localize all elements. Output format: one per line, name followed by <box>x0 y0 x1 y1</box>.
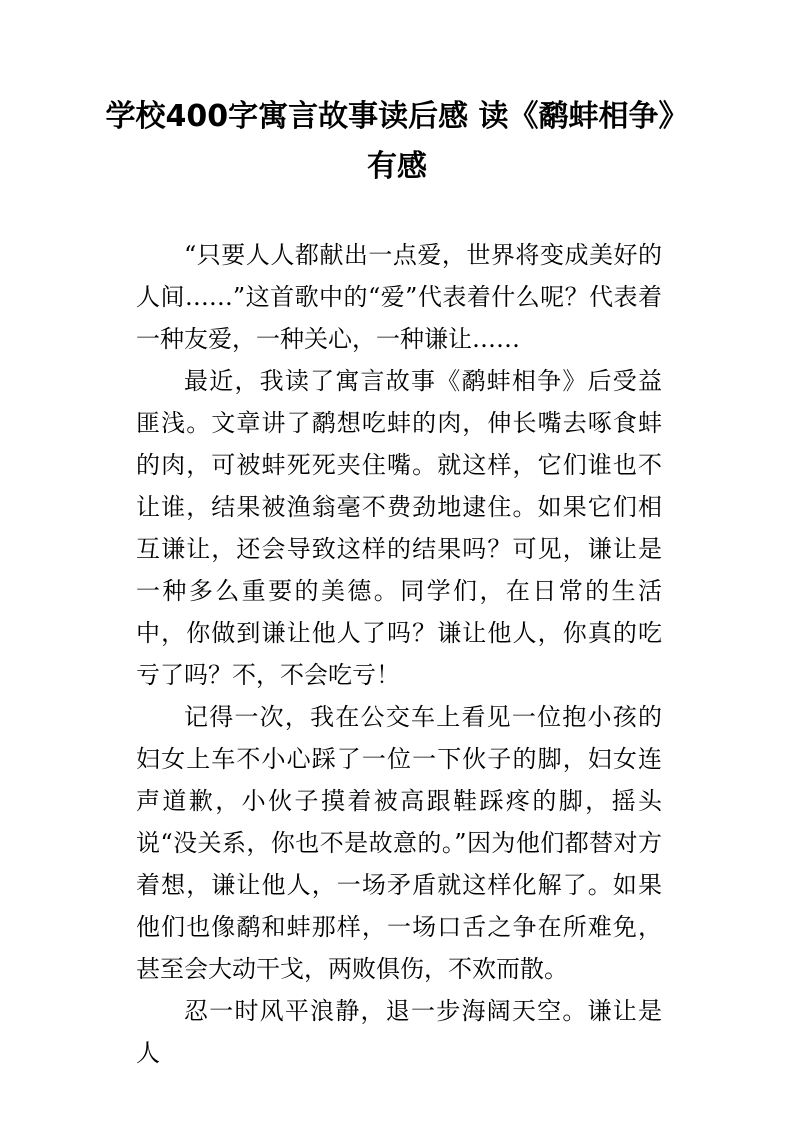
paragraph: 忍一时风平浪静，退一步海阔天空。谦让是人 <box>136 997 662 1067</box>
document-body <box>136 234 662 1074</box>
paragraph: 最近，我读了寓言故事《鹬蚌相争》后受益匪浅。文章讲了鹬想吃蚌的肉，伸长嘴去啄食蚌的肉，可被蚌死死夹住嘴。就这样，它们谁也不让谁，结果被渔翁毫不费劲地逮住。如果它们相互谦让，还会导致这样的结果吗？可见，谦让是一种多么重要的美德。同学们，在日常的生活中，你做到谦让他人了吗？谦让他人，你真的吃亏了吗？不，不会吃亏！ <box>136 367 662 689</box>
paragraph: 记得一次，我在公交车上看见一位抱小孩的妇女上车不小心踩了一位一下伙子的脚，妇女连声道歉，小伙子摸着被高跟鞋踩疼的脚，摇头说“没关系，你也不是故意的。”因为他们都替对方着想，谦让他人，一场矛盾就这样化解了。如果他们也像鹬和蚌那样，一场口舌之争在所难免，甚至会大动干戈，两败俱伤，不欢而散。 <box>136 703 662 983</box>
paragraph: “只要人人都献出一点爱，世界将变成美好的人间……”这首歌中的“爱”代表着什么呢？代表着一种友爱，一种关心，一种谦让…… <box>136 241 662 353</box>
document-title: 学校400字寓言故事读后感 读《鹬蚌相争》有感 <box>105 99 689 184</box>
